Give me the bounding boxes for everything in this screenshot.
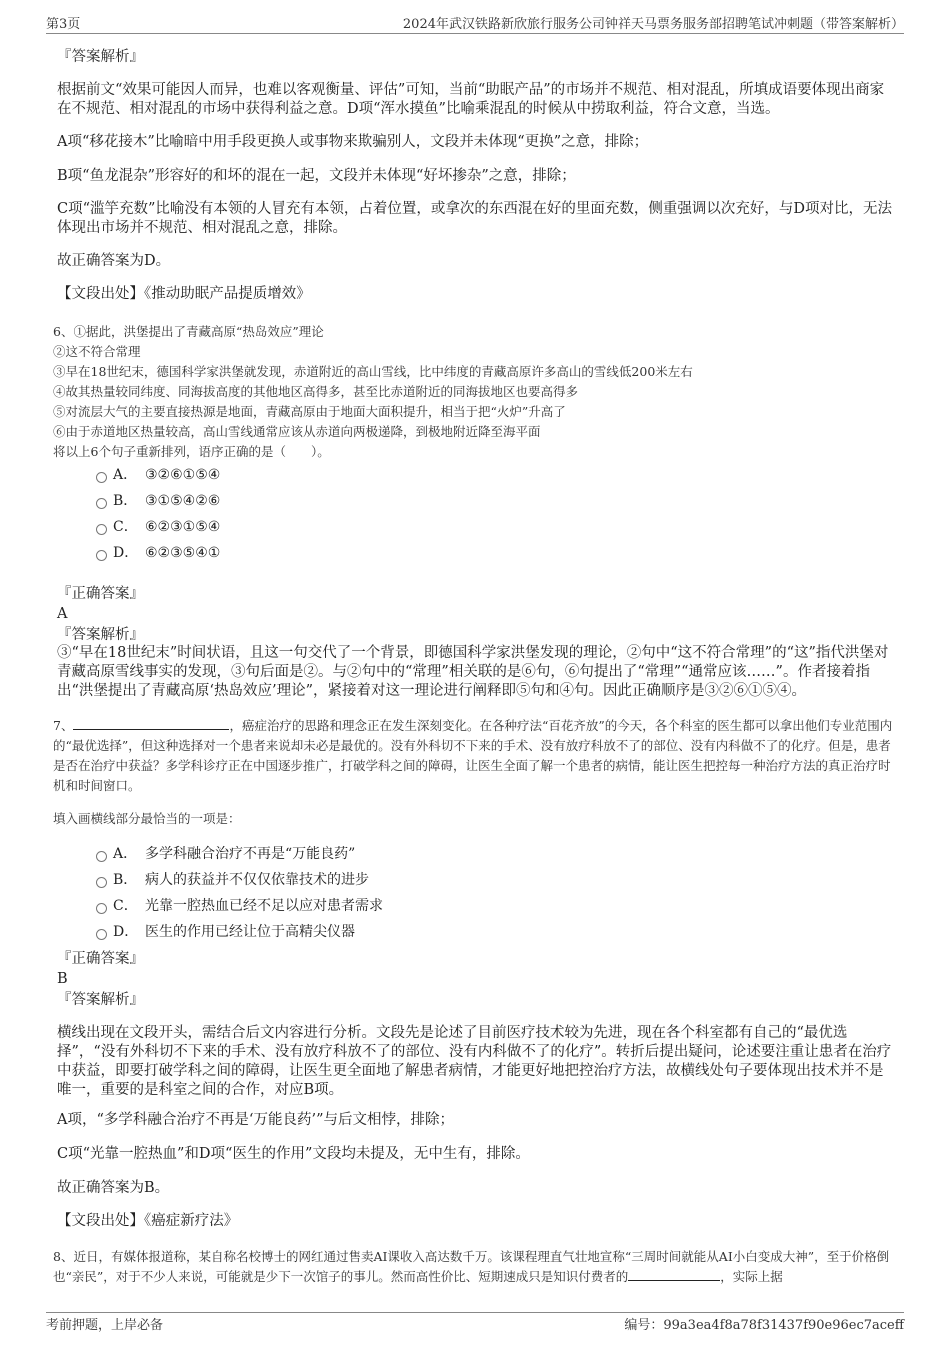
q5-conclusion: 故正确答案为D。	[57, 253, 171, 269]
radio-icon[interactable]	[96, 903, 107, 914]
q7-answer: B	[57, 971, 68, 987]
q8-stem: 8、近日，有媒体报道称，某自称名校博士的网红通过售卖AI课收入高达数千万。该课程理直气壮地宣称“三周时间就能从AI小白变成大神”，至于价格倒也“亲民”，对于不少人来说，可能就是少下一次馆子的事儿。然而高性价比、短期速成只是知识付费者的 ，实际上据	[53, 1249, 890, 1284]
q6-answer: A	[57, 606, 68, 622]
q7-analysis-p2: A项，“多学科融合治疗不再是‘万能良药’”与后文相悖，排除；	[57, 1112, 455, 1128]
footer-divider	[46, 1312, 904, 1313]
q7-option-a[interactable]: A． 多学科融合治疗不再是“万能良药”	[96, 845, 355, 864]
radio-icon[interactable]	[96, 524, 107, 535]
q7-blank	[73, 716, 229, 730]
q5-analysis-label: 『答案解析』	[57, 49, 144, 65]
q7-conclusion: 故正确答案为B。	[57, 1180, 170, 1196]
q7-source: 【文段出处】《癌症新疗法》	[57, 1213, 239, 1229]
radio-icon[interactable]	[96, 877, 107, 888]
q7-stem: 7、 ，癌症治疗的思路和理念正在发生深刻变化。在各种疗法“百花齐放”的今天，各个科室的医生都可以拿出他们专业范围内的“最优选择”，但这种选择对一个患者来说却未必是最优的。没有外科切不下来的手术、没有放疗科放不了的部位、没有内科做不了的化疗。但是，患者是否在治疗中获益？多学科诊疗正在中国逐步推广，打破学科之间的障碍，让医生全面了解一个患者的病情，能让医生把控每一种治疗方法的真正治疗时机和时间窗口。	[53, 718, 893, 793]
q6-analysis-label: 『答案解析』	[57, 627, 144, 643]
q5-analysis-p1: 根据前文“效果可能因人而异，也难以客观衡量、评估”可知，当前“助眠产品”的市场并不规范、相对混乱，所填成语要体现出商家在不规范、相对混乱的市场中获得利益之意。D项“浑水摸鱼”比喻乘混乱的时候从中捞取利益，符合文意，当选。	[57, 82, 885, 117]
q5-source: 【文段出处】《推动助眠产品提质增效》	[57, 286, 311, 302]
q5-analysis-p4: C项“滥竽充数”比喻没有本领的人冒充有本领，占着位置，或拿次的东西混在好的里面充数，侧重强调以次充好，与D项对比，无法体现出市场并不规范、相对混乱之意，排除。	[57, 201, 893, 236]
q7-analysis-p1: 横线出现在文段开头，需结合后文内容进行分析。文段先是论述了目前医疗技术较为先进，现在各个科室都有自己的“最优选择”，“没有外科切不下来的手术、没有放疗科放不了的部位、没有内科做不了的化疗”。转折后提出疑问，论述要注重让患者在治疗中获益，即要打破学科之间的障碍，让医生更全面地了解患者病情，才能更好地把控治疗方法，故横线处句子要体现出技术并不是唯一，重要的是科室之间的合作，对应B项。	[57, 1025, 892, 1098]
q6-line-3: ③早在18世纪末，德国科学家洪堡就发现，赤道附近的高山雪线，比中纬度的青藏高原许多高山的雪线低200米左右	[53, 364, 693, 379]
radio-icon[interactable]	[96, 550, 107, 561]
q5-analysis-p2: A项“移花接木”比喻暗中用手段更换人或事物来欺骗别人，文段并未体现“更换”之意，排除；	[57, 134, 649, 150]
radio-icon[interactable]	[96, 851, 107, 862]
q7-option-d[interactable]: D． 医生的作用已经让位于高精尖仪器	[96, 923, 355, 942]
q6-line-1: 6、①据此，洪堡提出了青藏高原“热岛效应”理论	[53, 324, 324, 339]
q6-prompt: 将以上6个句子重新排列，语序正确的是（ ）。	[53, 444, 330, 459]
page-number: 第3页	[46, 17, 81, 32]
q6-option-d[interactable]: D． ⑥②③⑤④①	[96, 544, 220, 563]
q7-prompt: 填入画横线部分最恰当的一项是：	[53, 811, 241, 826]
q7-answer-label: 『正确答案』	[57, 951, 144, 967]
radio-icon[interactable]	[96, 929, 107, 940]
q8-blank	[628, 1267, 720, 1281]
header-divider	[46, 33, 904, 34]
q7-option-c[interactable]: C． 光靠一腔热血已经不足以应对患者需求	[96, 897, 383, 916]
document-title: 2024年武汉铁路新欣旅行服务公司钟祥天马票务服务部招聘笔试冲刺题（带答案解析）	[402, 17, 904, 32]
q7-analysis-label: 『答案解析』	[57, 992, 144, 1008]
q6-answer-label: 『正确答案』	[57, 586, 144, 602]
q6-line-2: ②这不符合常理	[53, 344, 141, 359]
footer-slogan: 考前押题，上岸必备	[46, 1318, 164, 1333]
q6-option-a[interactable]: A． ③②⑥①⑤④	[96, 466, 220, 485]
q6-line-5: ⑤对流层大气的主要直接热源是地面，青藏高原由于地面大面积提升，相当于把“火炉”升高了	[53, 404, 566, 419]
q6-line-6: ⑥由于赤道地区热量较高，高山雪线通常应该从赤道向两极递降，到极地附近降至海平面	[53, 424, 541, 439]
q7-analysis-p3: C项“光靠一腔热血”和D项“医生的作用”文段均未提及，无中生有，排除。	[57, 1146, 530, 1162]
radio-icon[interactable]	[96, 472, 107, 483]
q6-option-b[interactable]: B． ③①⑤④②⑥	[96, 492, 220, 511]
document-id: 编号：99a3ea4f8a78f31437f90e96ec7aceff	[624, 1318, 904, 1333]
q6-analysis: ③“早在18世纪末”时间状语，且这一句交代了一个背景，即德国科学家洪堡发现的理论，②句中“这不符合常理”的“这”指代洪堡对青藏高原雪线事实的发现，③句后面是②。与②句中的“常理”相关联的是⑥句，⑥句提出了“常理”“通常应该……”。作者接着指出“洪堡提出了青藏高原‘热岛效应’理论”，紧接着对这一理论进行阐释即⑤句和④句。因此正确顺序是③②⑥①⑤④。	[57, 645, 889, 699]
q6-line-4: ④故其热量较同纬度、同海拔高度的其他地区高得多，甚至比赤道附近的同海拔地区也要高得多	[53, 384, 579, 399]
q5-analysis-p3: B项“鱼龙混杂”形容好的和坏的混在一起，文段并未体现“好坏掺杂”之意，排除；	[57, 168, 576, 184]
q7-option-b[interactable]: B． 病人的获益并不仅仅依靠技术的进步	[96, 871, 369, 890]
page-header	[46, 13, 904, 33]
radio-icon[interactable]	[96, 498, 107, 509]
q6-option-c[interactable]: C． ⑥②③①⑤④	[96, 518, 220, 537]
